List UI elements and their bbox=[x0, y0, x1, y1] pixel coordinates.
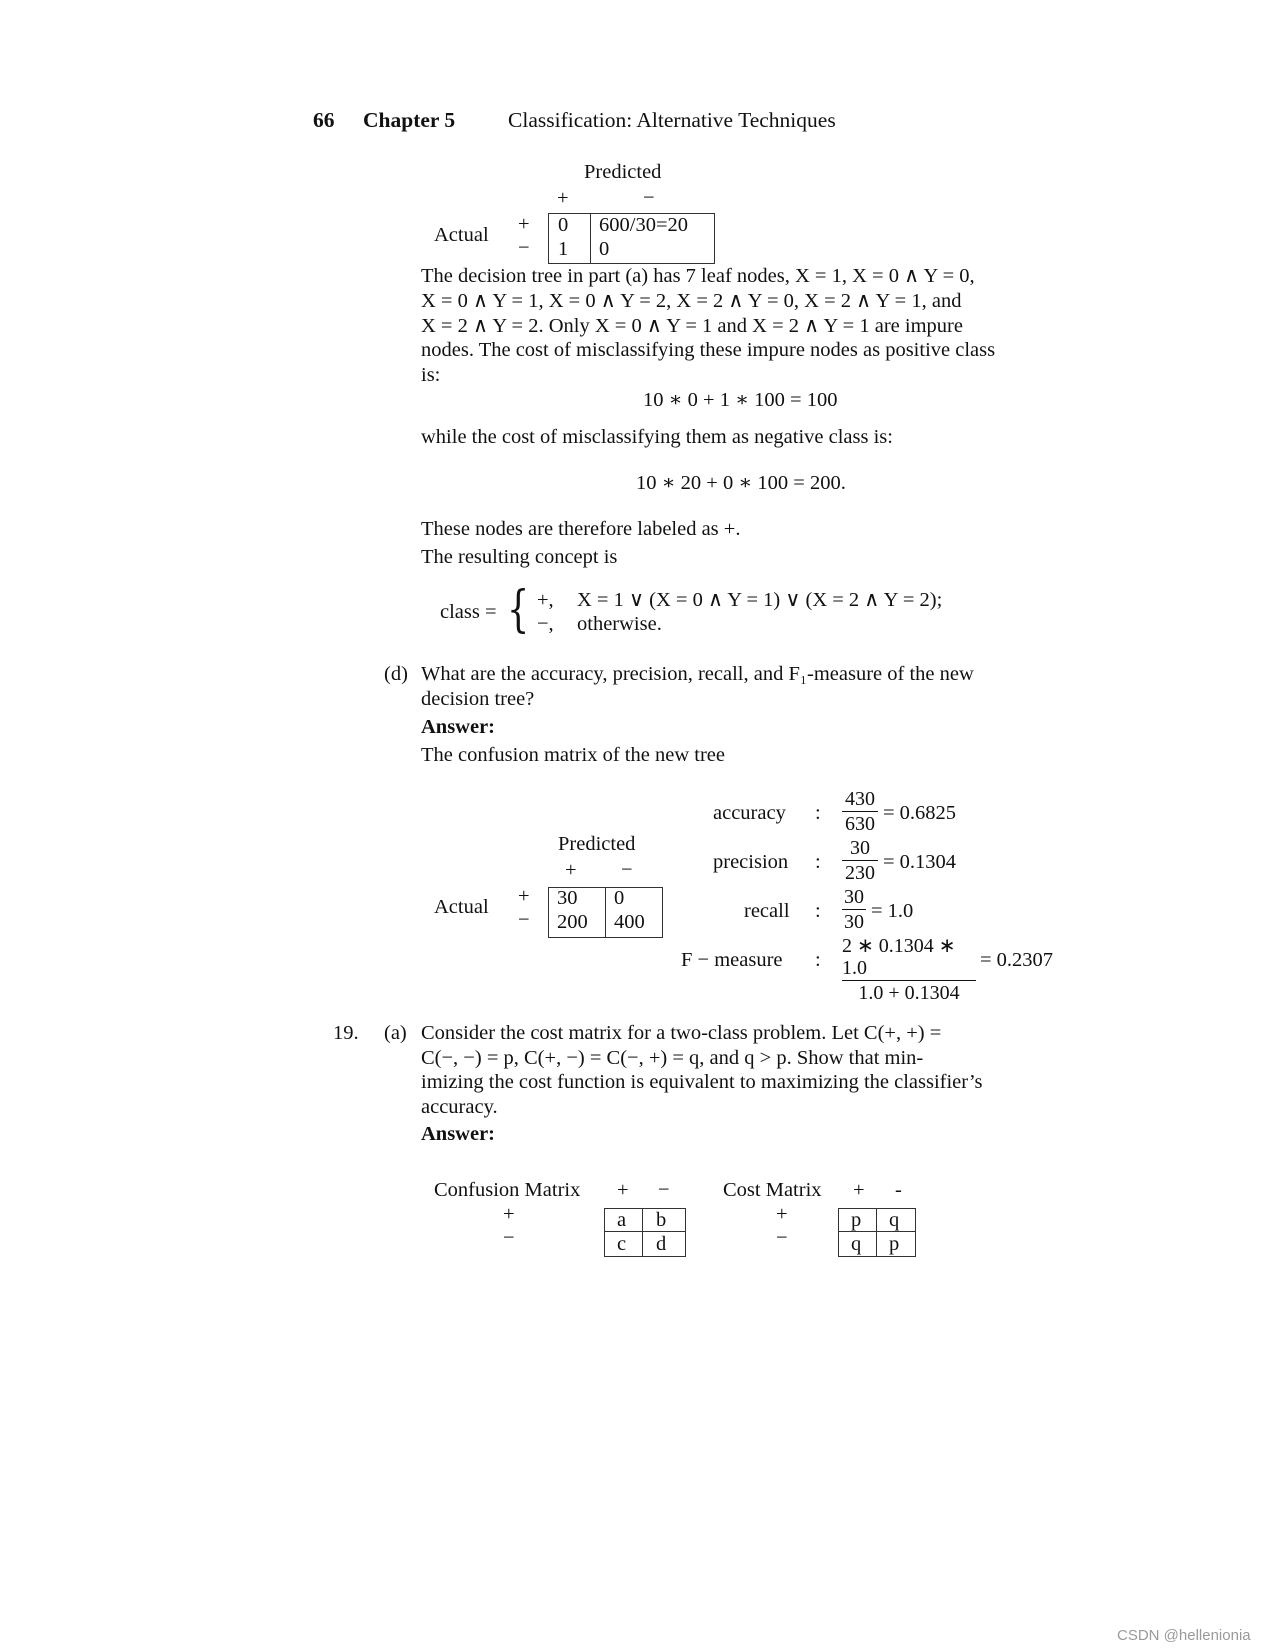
metric-result: = 1.0 bbox=[871, 900, 914, 922]
numerator: 430 bbox=[845, 788, 875, 810]
denominator: 1.0 + 0.1304 bbox=[858, 982, 960, 1004]
predicted-label: Predicted bbox=[584, 161, 662, 183]
paragraph-line: X = 2 ∧ Y = 2. Only X = 0 ∧ Y = 1 and X = 2 ∧ Y = 1 are impure bbox=[421, 315, 963, 337]
question-part: (a) bbox=[384, 1022, 407, 1044]
metric-fraction bbox=[842, 886, 866, 933]
row-header-plus: + bbox=[518, 213, 530, 235]
cell: q bbox=[851, 1233, 862, 1255]
metric-name: accuracy bbox=[713, 802, 786, 824]
col-header-plus: + bbox=[853, 1179, 865, 1201]
paragraph-line: nodes. The cost of misclassifying these impure nodes as positive class bbox=[421, 339, 996, 361]
col-header-plus: + bbox=[557, 187, 569, 209]
sentence: while the cost of misclassifying them as negative class is: bbox=[421, 426, 893, 448]
question-label: (d) bbox=[384, 663, 408, 685]
denominator: 30 bbox=[844, 911, 864, 933]
numerator: 2 ∗ 0.1304 ∗ 1.0 bbox=[842, 935, 956, 979]
cell: p bbox=[851, 1209, 862, 1231]
paragraph-line: is: bbox=[421, 364, 441, 386]
cell: 200 bbox=[557, 911, 588, 933]
col-header-plus: + bbox=[617, 1179, 629, 1201]
metric-colon: : bbox=[815, 802, 821, 824]
cell: b bbox=[656, 1209, 667, 1231]
left-brace-icon: { bbox=[507, 580, 530, 638]
page-number: 66 bbox=[313, 108, 335, 132]
matrix-row-divider bbox=[604, 1231, 685, 1232]
col-header-plus: + bbox=[565, 859, 577, 881]
metric-name: precision bbox=[713, 851, 789, 873]
paragraph-line: X = 0 ∧ Y = 1, X = 0 ∧ Y = 2, X = 2 ∧ Y = 0, X = 2 ∧ Y = 1, and bbox=[421, 290, 962, 312]
matrix-row-divider bbox=[838, 1231, 915, 1232]
numerator: 30 bbox=[850, 837, 870, 859]
col-header-minus: − bbox=[643, 187, 655, 209]
metric-result: = 0.6825 bbox=[883, 802, 957, 824]
denominator: 230 bbox=[845, 862, 875, 884]
metric-fraction bbox=[842, 935, 976, 1004]
denominator: 630 bbox=[845, 813, 875, 835]
question-line: accuracy. bbox=[421, 1096, 498, 1118]
row-header-minus: − bbox=[776, 1227, 788, 1249]
matrix-divider bbox=[590, 213, 591, 263]
metric-name: recall bbox=[744, 900, 790, 922]
sentence: The resulting concept is bbox=[421, 546, 618, 568]
case-sign: +, bbox=[537, 589, 554, 611]
question-number: 19. bbox=[333, 1022, 359, 1044]
cell: 0 bbox=[558, 214, 569, 236]
cell: p bbox=[889, 1233, 900, 1255]
matrix-divider bbox=[876, 1208, 877, 1256]
chapter-label: Chapter 5 bbox=[363, 108, 456, 132]
numerator: 30 bbox=[844, 886, 864, 908]
answer-label: Answer: bbox=[421, 1123, 496, 1145]
cell: q bbox=[889, 1209, 900, 1231]
answer-intro: The confusion matrix of the new tree bbox=[421, 744, 725, 766]
cell: 600/30=20 bbox=[599, 214, 689, 236]
col-header-minus: − bbox=[621, 859, 633, 881]
equation-positive-cost: 10 ∗ 0 + 1 ∗ 100 = 100 bbox=[643, 389, 838, 411]
cell: c bbox=[617, 1233, 627, 1255]
cell: 1 bbox=[558, 238, 569, 260]
row-header-minus: − bbox=[503, 1227, 515, 1249]
row-header-minus: − bbox=[518, 237, 530, 259]
case-condition: otherwise. bbox=[577, 613, 662, 635]
cell: 400 bbox=[614, 911, 645, 933]
metric-colon: : bbox=[815, 900, 821, 922]
question-line: What are the accuracy, precision, recall, and F₁-measure of the new bbox=[421, 663, 974, 685]
question-line: imizing the cost function is equivalent to maximizing the classifier’s bbox=[421, 1071, 983, 1093]
cell: 30 bbox=[557, 887, 578, 909]
cell: a bbox=[617, 1209, 627, 1231]
metric-name: F − measure bbox=[681, 949, 783, 971]
matrix-label: Confusion Matrix bbox=[434, 1179, 581, 1201]
metric-colon: : bbox=[815, 851, 821, 873]
question-line: C(−, −) = p, C(+, −) = C(−, +) = q, and q > p. Show that min- bbox=[421, 1047, 924, 1069]
col-header-minus: − bbox=[658, 1179, 670, 1201]
row-header-minus: − bbox=[518, 909, 530, 931]
predicted-label: Predicted bbox=[558, 833, 636, 855]
watermark: CSDN @hellenionia bbox=[1117, 1627, 1251, 1644]
case-condition: X = 1 ∨ (X = 0 ∧ Y = 1) ∨ (X = 2 ∧ Y = 2); bbox=[577, 589, 943, 611]
paragraph-line: The decision tree in part (a) has 7 leaf nodes, X = 1, X = 0 ∧ Y = 0, bbox=[421, 265, 975, 287]
sentence: These nodes are therefore labeled as +. bbox=[421, 518, 741, 540]
metric-fraction bbox=[842, 788, 878, 835]
case-sign: −, bbox=[537, 613, 554, 635]
metric-result: = 0.1304 bbox=[883, 851, 957, 873]
metric-fraction bbox=[842, 837, 878, 884]
col-header-minus: - bbox=[895, 1179, 902, 1201]
cell: 0 bbox=[614, 887, 625, 909]
metric-result: = 0.2307 bbox=[980, 949, 1054, 971]
answer-label: Answer: bbox=[421, 716, 496, 738]
cell: d bbox=[656, 1233, 667, 1255]
question-line: Consider the cost matrix for a two-class problem. Let C(+, +) = bbox=[421, 1022, 942, 1044]
matrix-divider bbox=[642, 1208, 643, 1256]
matrix-label: Cost Matrix bbox=[723, 1179, 822, 1201]
matrix-box bbox=[838, 1208, 916, 1257]
chapter-title: Classification: Alternative Techniques bbox=[508, 108, 836, 132]
actual-label: Actual bbox=[434, 896, 489, 918]
cell: 0 bbox=[599, 238, 610, 260]
row-header-plus: + bbox=[503, 1203, 515, 1225]
row-header-plus: + bbox=[776, 1203, 788, 1225]
actual-label: Actual bbox=[434, 224, 489, 246]
equation-negative-cost: 10 ∗ 20 + 0 ∗ 100 = 200. bbox=[636, 472, 846, 494]
row-header-plus: + bbox=[518, 885, 530, 907]
matrix-divider bbox=[605, 887, 606, 937]
concept-lhs: class = bbox=[440, 601, 497, 623]
question-line: decision tree? bbox=[421, 688, 535, 710]
metric-colon: : bbox=[815, 949, 821, 971]
